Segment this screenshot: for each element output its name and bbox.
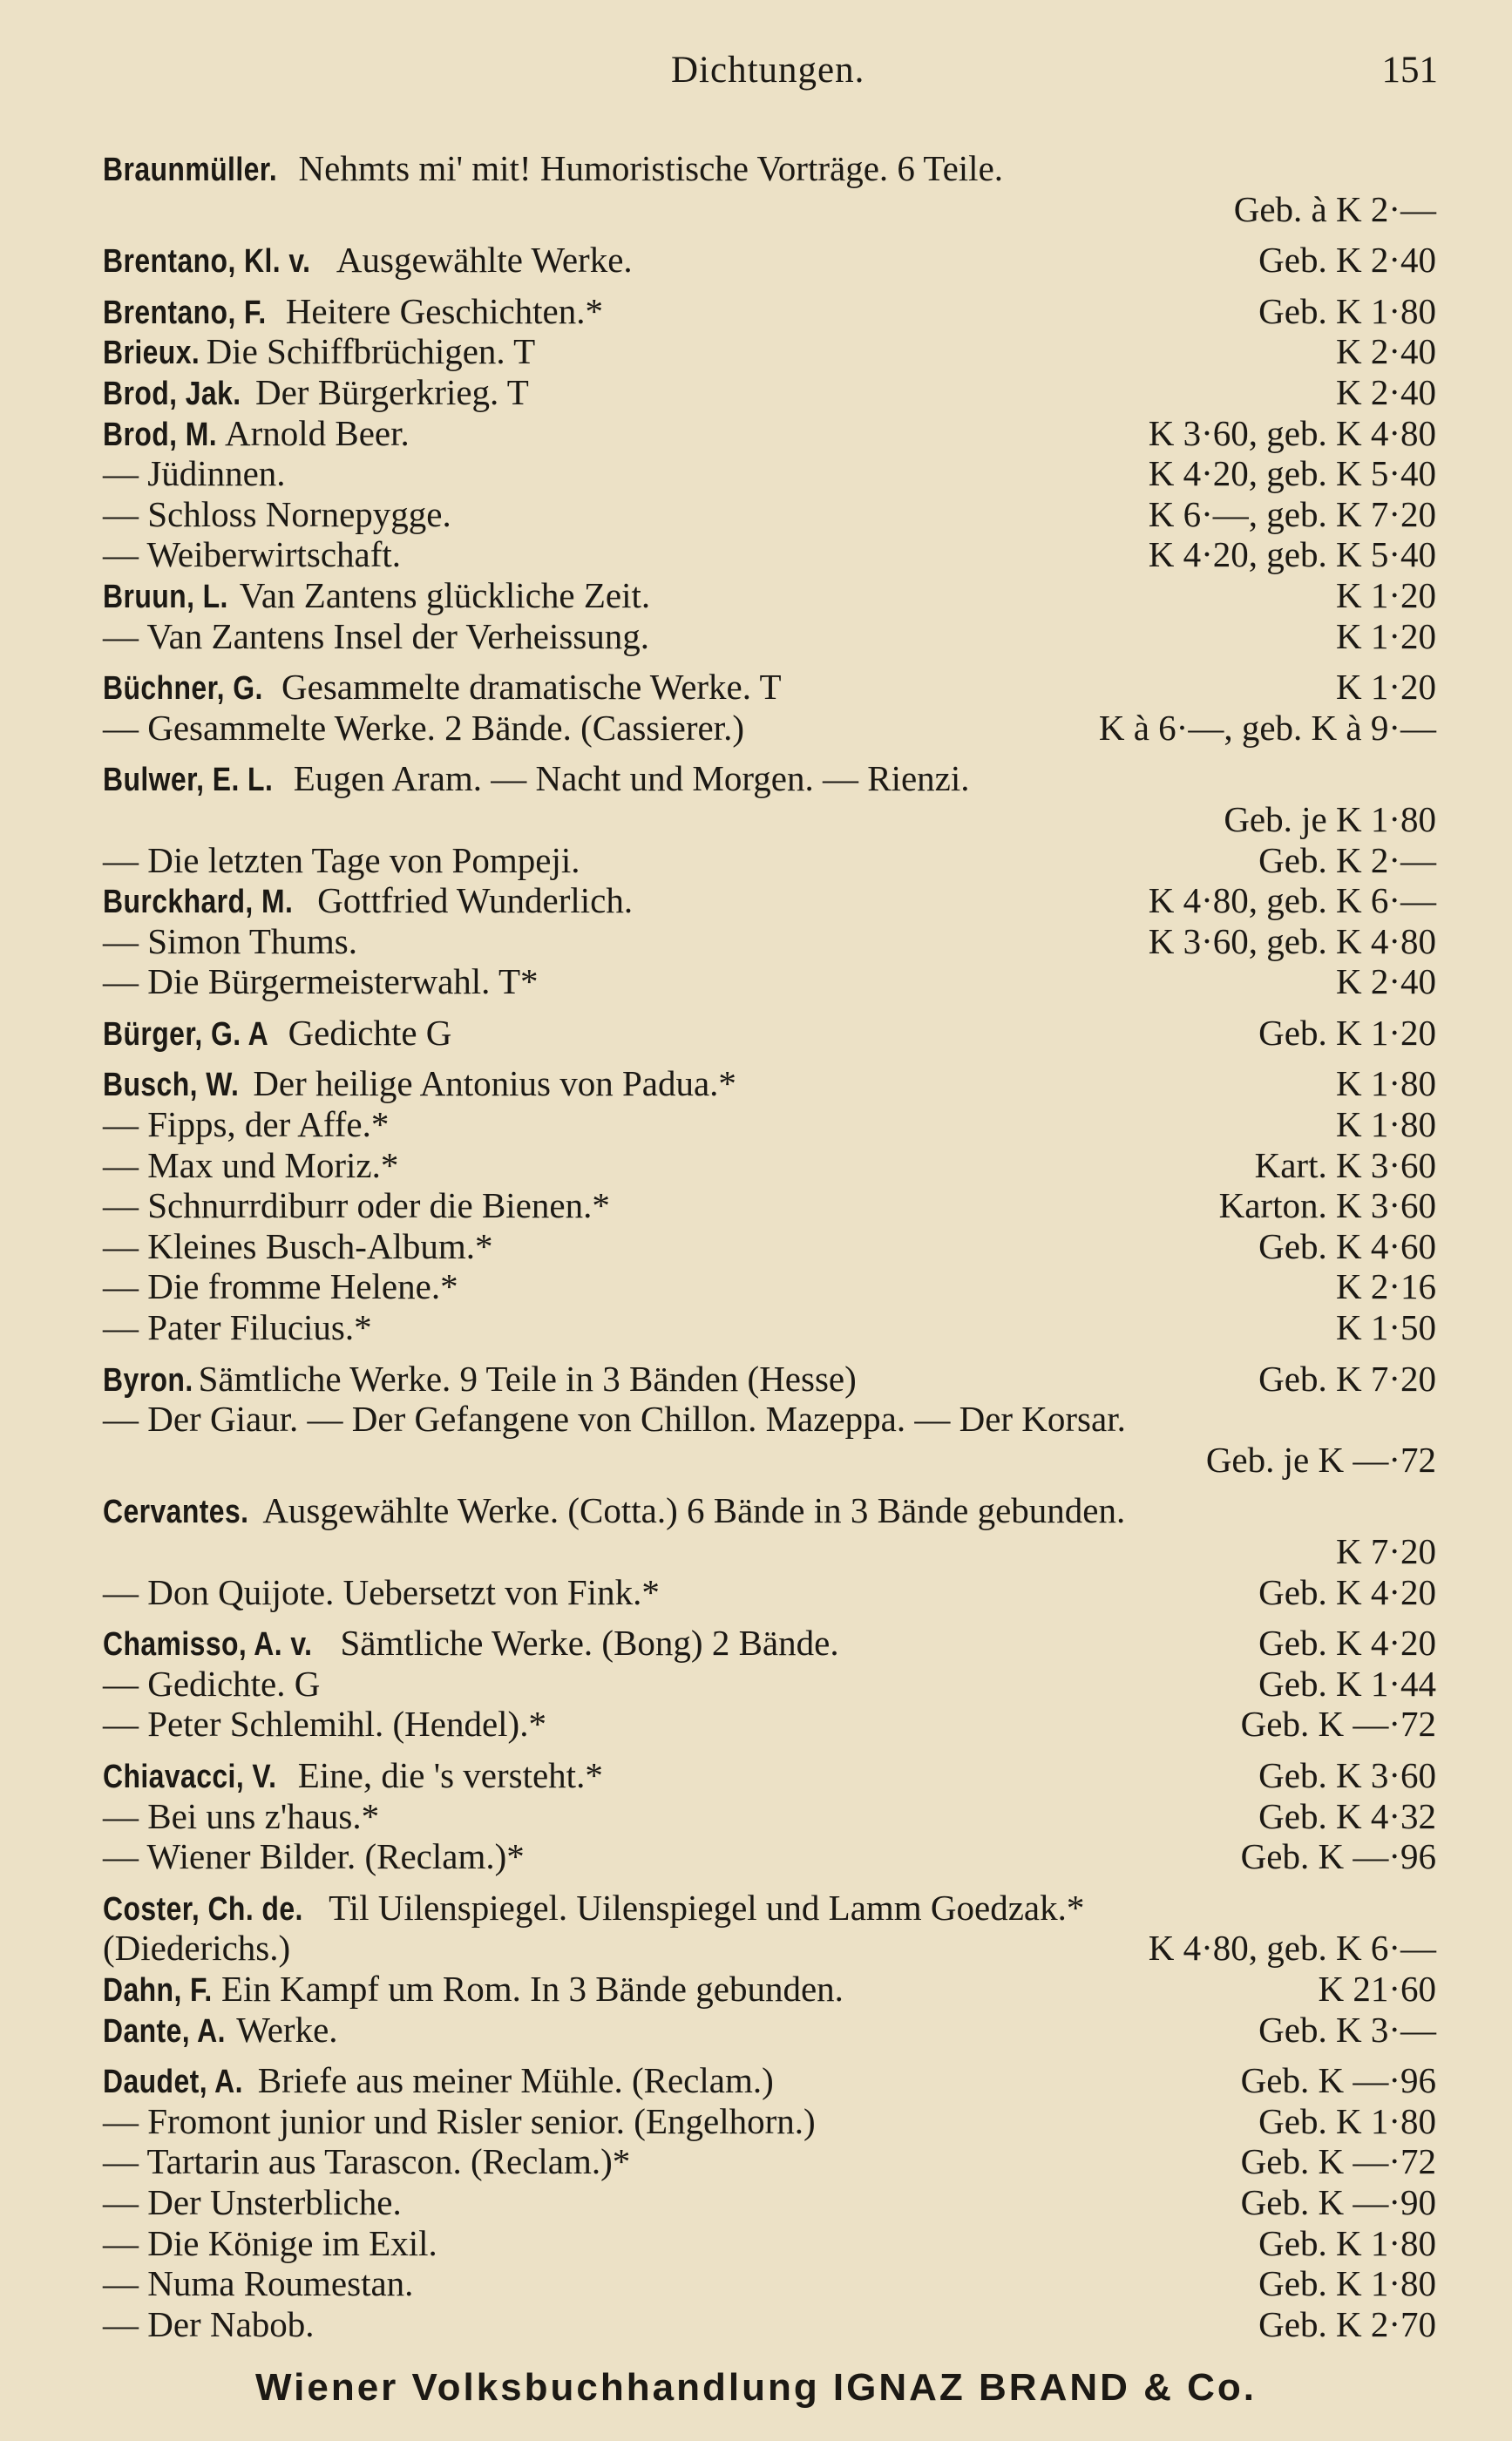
price-text: K 3·60, geb. K 4·80 [1148, 412, 1436, 453]
catalog-line [103, 1399, 1436, 1440]
title-text: Arnold Beer. [224, 412, 410, 453]
price-text: K 1·80 [1335, 1063, 1436, 1104]
title-text: Van Zantens glückliche Zeit. [239, 574, 651, 615]
title-text: — Schloss Nornepygge. [103, 493, 451, 534]
entry-description [103, 961, 539, 1002]
entry-description [103, 1226, 493, 1267]
price-text: Geb. K —·90 [1240, 2181, 1436, 2222]
price-text: Geb. K 4·60 [1258, 1225, 1436, 1266]
catalog-line [103, 189, 1436, 230]
catalog-line [103, 1836, 1436, 1877]
price-text: Geb. K 2·— [1258, 839, 1436, 880]
author-name: Büchner, G. [103, 670, 263, 708]
catalog-line [103, 1145, 1436, 1186]
title-text: — Don Quijote. Uebersetzt von Fink.* [103, 1571, 660, 1612]
title-text: Werke. [236, 2009, 338, 2050]
entry-description [103, 1185, 610, 1226]
entry-description [103, 1145, 398, 1186]
catalog-line [103, 799, 1436, 840]
page-title: Dichtungen. [671, 50, 865, 91]
price-text: Geb. K 2·40 [1258, 240, 1436, 281]
catalog-line [103, 840, 1436, 881]
entry-description [103, 667, 782, 709]
title-text: — Numa Roumestan. [103, 2263, 414, 2304]
author-name: Chiavacci, V. [103, 1758, 277, 1795]
catalog-line [103, 1440, 1436, 1481]
catalog-line [103, 148, 1436, 189]
price-text: Geb. je K 1·80 [1224, 798, 1436, 839]
price-text: Geb. K —·96 [1240, 1836, 1436, 1877]
title-text: Til Uilenspiegel. Uilenspiegel und Lamm Goedzak.* [329, 1887, 1085, 1928]
catalog-entry-list [103, 138, 1436, 2344]
title-text: — Die Bürgermeisterwahl. T* [103, 961, 539, 1002]
publisher-footer: Wiener Volksbuchhandlung IGNAZ BRAND & Co. [254, 2366, 1258, 2409]
title-text: — Peter Schlemihl. (Hendel).* [103, 1704, 546, 1745]
catalog-line [103, 2101, 1436, 2142]
catalog-line [103, 708, 1436, 749]
author-name: Brod, Jak. [103, 375, 241, 412]
price-text: Karton. K 3·60 [1218, 1185, 1436, 1226]
catalog-line [103, 1359, 1436, 1400]
price-text: Geb. K 1·44 [1258, 1663, 1436, 1704]
entry-description [103, 1888, 1084, 1930]
author-name: Byron. [103, 1361, 193, 1399]
price-text: K 2·40 [1335, 331, 1436, 372]
price-text: Geb. K 4·20 [1258, 1623, 1436, 1664]
author-name: Brentano, F. [103, 294, 267, 331]
price-text: K 7·20 [1335, 1531, 1436, 1571]
title-text: Die Schiffbrüchigen. T [206, 331, 536, 372]
entry-description [103, 291, 603, 334]
entry-description [103, 1104, 389, 1145]
price-text: K 1·20 [1335, 667, 1436, 708]
author-name: Coster, Ch. de. [103, 1890, 303, 1928]
price-text: Kart. K 3·60 [1254, 1144, 1436, 1185]
catalog-line [103, 1572, 1436, 1613]
price-text: Geb. K 4·20 [1258, 1571, 1436, 1612]
entry-description [103, 758, 970, 801]
entry-description [103, 921, 357, 962]
price-text: Geb. K 1·80 [1258, 2100, 1436, 2141]
entry-description [103, 1572, 660, 1613]
price-text: Geb. K —·72 [1240, 2141, 1436, 2182]
entry-description [103, 2060, 774, 2103]
entry-description [103, 1063, 736, 1106]
catalog-line [103, 291, 1436, 332]
title-text: Nehmts mi' mit! Humoristische Vorträge. 6 Teile. [298, 148, 1004, 188]
page-header [0, 49, 1512, 101]
catalog-line [103, 1755, 1436, 1796]
price-text: Geb. K —·96 [1240, 2060, 1436, 2101]
title-text: — Gesammelte Werke. 2 Bände. (Cassierer.) [103, 707, 744, 748]
price-text: K 4·80, geb. K 6·— [1148, 880, 1436, 921]
title-text: — Die letzten Tage von Pompeji. [103, 839, 580, 880]
title-text: Briefe aus meiner Mühle. (Reclam.) [257, 2060, 774, 2101]
catalog-line [103, 1928, 1436, 1969]
author-name: Chamisso, A. v. [103, 1626, 313, 1664]
entry-description [103, 2304, 315, 2345]
title-text: Der heilige Antonius von Padua.* [253, 1063, 736, 1104]
entry-description [103, 453, 286, 494]
entry-description [103, 2101, 816, 2142]
catalog-line [103, 575, 1436, 616]
author-name: Brieux. [103, 335, 200, 372]
page-number: 151 [1381, 50, 1438, 91]
catalog-line [103, 534, 1436, 575]
entry-description [103, 2182, 402, 2223]
entry-description [103, 1266, 458, 1307]
entry-description [103, 1969, 844, 2011]
title-text: Eugen Aram. — Nacht und Morgen. — Rienzi. [293, 758, 970, 799]
price-text: Geb. K 2·70 [1258, 2303, 1436, 2344]
price-text: Geb. K 3·— [1258, 2009, 1436, 2050]
entry-description [103, 1755, 603, 1798]
entry-description [103, 2010, 338, 2052]
title-text: Gedichte G [288, 1012, 452, 1053]
catalog-line [103, 331, 1436, 372]
title-text: — Der Unsterbliche. [103, 2181, 402, 2222]
author-name: Bürger, G. A [103, 1015, 269, 1053]
entry-description [103, 2223, 437, 2264]
title-text: Gottfried Wunderlich. [317, 880, 634, 921]
title-text: — Jüdinnen. [103, 453, 286, 494]
author-name: Busch, W. [103, 1067, 240, 1104]
entry-description [103, 331, 535, 374]
price-text: K 6·—, geb. K 7·20 [1148, 493, 1436, 534]
author-name: Cervantes. [103, 1494, 249, 1531]
title-text: — Fipps, der Affe.* [103, 1104, 390, 1145]
title-text: Der Bürgerkrieg. T [254, 371, 529, 412]
entry-description [103, 575, 650, 618]
entry-description [103, 240, 633, 282]
title-text: — Simon Thums. [103, 920, 357, 961]
entry-description [103, 1399, 1126, 1440]
catalog-line [103, 1266, 1436, 1307]
catalog-line [103, 2263, 1436, 2304]
author-name: Braunmüller. [103, 152, 278, 188]
price-text: Geb. à K 2·— [1233, 188, 1436, 229]
title-text: — Tartarin aus Tarascon. (Reclam.)* [103, 2141, 631, 2182]
catalog-line [103, 1623, 1436, 1664]
title-text: Sämtliche Werke. 9 Teile in 3 Bänden (Hesse) [198, 1358, 857, 1399]
price-text: Geb. K 1·80 [1258, 2222, 1436, 2263]
entry-description [103, 372, 529, 415]
catalog-line [103, 1307, 1436, 1348]
entry-description [103, 1490, 1125, 1533]
catalog-line [103, 1531, 1436, 1572]
title-text: Ausgewählte Werke. [336, 240, 633, 281]
price-text: Geb. K 1·80 [1258, 290, 1436, 331]
catalog-line [103, 2010, 1436, 2051]
catalog-line [103, 758, 1436, 799]
title-text: — Max und Moriz.* [103, 1144, 399, 1185]
catalog-line [103, 2060, 1436, 2101]
price-text: Geb. K —·72 [1240, 1704, 1436, 1745]
entry-description [103, 1013, 451, 1055]
title-text: Ausgewählte Werke. (Cotta.) 6 Bände in 3 Bände gebunden. [262, 1490, 1126, 1531]
title-text: Sämtliche Werke. (Bong) 2 Bände. [340, 1623, 839, 1664]
catalog-line [103, 616, 1436, 657]
price-text: K 2·16 [1335, 1266, 1436, 1307]
title-text: — Bei uns z'haus.* [103, 1795, 380, 1836]
catalog-line [103, 2223, 1436, 2264]
title-text: Ein Kampf um Rom. In 3 Bände gebunden. [220, 1968, 844, 2009]
catalog-line [103, 494, 1436, 535]
entry-description [103, 1704, 546, 1745]
catalog-line [103, 1888, 1436, 1929]
catalog-line [103, 1969, 1436, 2010]
price-text: Geb. K 1·80 [1258, 2263, 1436, 2304]
title-text: Eine, die 's versteht.* [297, 1754, 603, 1795]
catalog-line [103, 961, 1436, 1002]
price-text: Geb. K 7·20 [1258, 1358, 1436, 1399]
entry-description [103, 148, 1003, 191]
title-text: (Diederichs.) [103, 1928, 291, 1969]
entry-description [103, 880, 633, 923]
author-name: Daudet, A. [103, 2064, 243, 2101]
price-text: K 1·20 [1335, 574, 1436, 615]
author-name: Dante, A. [103, 2012, 226, 2050]
author-name: Burckhard, M. [103, 884, 294, 921]
price-text: K 21·60 [1318, 1968, 1436, 2009]
entry-description [103, 1664, 320, 1705]
title-text: — Die fromme Helene.* [103, 1266, 458, 1307]
author-name: Brentano, Kl. v. [103, 243, 311, 281]
author-name: Brod, M. [103, 416, 218, 453]
price-text: K 1·20 [1335, 615, 1436, 656]
catalog-line [103, 667, 1436, 708]
author-name: Bulwer, E. L. [103, 762, 274, 799]
catalog-line [103, 1063, 1436, 1104]
price-text: K 4·80, geb. K 6·— [1148, 1928, 1436, 1969]
catalog-line [103, 453, 1436, 494]
price-text: K à 6·—, geb. K à 9·— [1098, 707, 1436, 748]
catalog-line [103, 2141, 1436, 2182]
price-text: K 4·20, geb. K 5·40 [1148, 453, 1436, 494]
price-text: K 1·50 [1335, 1307, 1436, 1348]
catalog-line [103, 1104, 1436, 1145]
catalog-line [103, 2182, 1436, 2223]
price-text: K 4·20, geb. K 5·40 [1148, 534, 1436, 575]
catalog-line [103, 240, 1436, 281]
entry-description [103, 1928, 290, 1969]
entry-description [103, 840, 580, 881]
title-text: — Die Könige im Exil. [103, 2222, 437, 2263]
price-text: Geb. K 4·32 [1258, 1795, 1436, 1836]
title-text: — Van Zantens Insel der Verheissung. [103, 615, 650, 656]
entry-description [103, 1836, 525, 1877]
entry-description [103, 494, 451, 535]
title-text: — Pater Filucius.* [103, 1307, 372, 1348]
title-text: Heitere Geschichten.* [285, 290, 603, 331]
price-text: K 2·40 [1335, 371, 1436, 412]
price-text: K 3·60, geb. K 4·80 [1148, 920, 1436, 961]
price-text: K 2·40 [1335, 961, 1436, 1002]
price-text: K 1·80 [1335, 1104, 1436, 1145]
catalog-line [103, 880, 1436, 921]
title-text: Gesammelte dramatische Werke. T [281, 667, 782, 708]
title-text: — Fromont junior und Risler senior. (Engelhorn.) [103, 2100, 816, 2141]
title-text: — Schnurrdiburr oder die Bienen.* [103, 1185, 610, 1226]
price-text: Geb. K 1·20 [1258, 1012, 1436, 1053]
entry-description [103, 2263, 413, 2304]
catalog-line [103, 921, 1436, 962]
catalog-line [103, 1185, 1436, 1226]
entry-description [103, 534, 401, 575]
catalog-line [103, 1226, 1436, 1267]
entry-description [103, 616, 649, 657]
price-text: Geb. K 3·60 [1258, 1754, 1436, 1795]
title-text: — Gedichte. G [103, 1663, 321, 1704]
entry-description [103, 1359, 857, 1401]
author-name: Bruun, L. [103, 578, 228, 615]
author-name: Dahn, F. [103, 1971, 213, 2009]
entry-description [103, 2141, 630, 2182]
catalog-line [103, 1704, 1436, 1745]
catalog-line [103, 1796, 1436, 1837]
catalog-line [103, 2304, 1436, 2345]
entry-description [103, 1623, 839, 1665]
price-text: Geb. je K —·72 [1205, 1439, 1436, 1480]
title-text: — Weiberwirtschaft. [103, 534, 402, 575]
catalog-line [103, 1013, 1436, 1054]
entry-description [103, 1796, 379, 1837]
entry-description [103, 413, 410, 456]
catalog-line [103, 413, 1436, 454]
catalog-line [103, 1664, 1436, 1705]
entry-description [103, 708, 744, 749]
catalog-line [103, 1490, 1436, 1531]
catalog-line [103, 372, 1436, 413]
title-text: — Kleines Busch-Album.* [103, 1225, 493, 1266]
title-text: — Der Nabob. [103, 2303, 315, 2344]
title-text: — Wiener Bilder. (Reclam.)* [103, 1836, 525, 1877]
title-text: — Der Giaur. — Der Gefangene von Chillon. Mazeppa. — Der Korsar. [103, 1399, 1126, 1440]
entry-description [103, 1307, 372, 1348]
